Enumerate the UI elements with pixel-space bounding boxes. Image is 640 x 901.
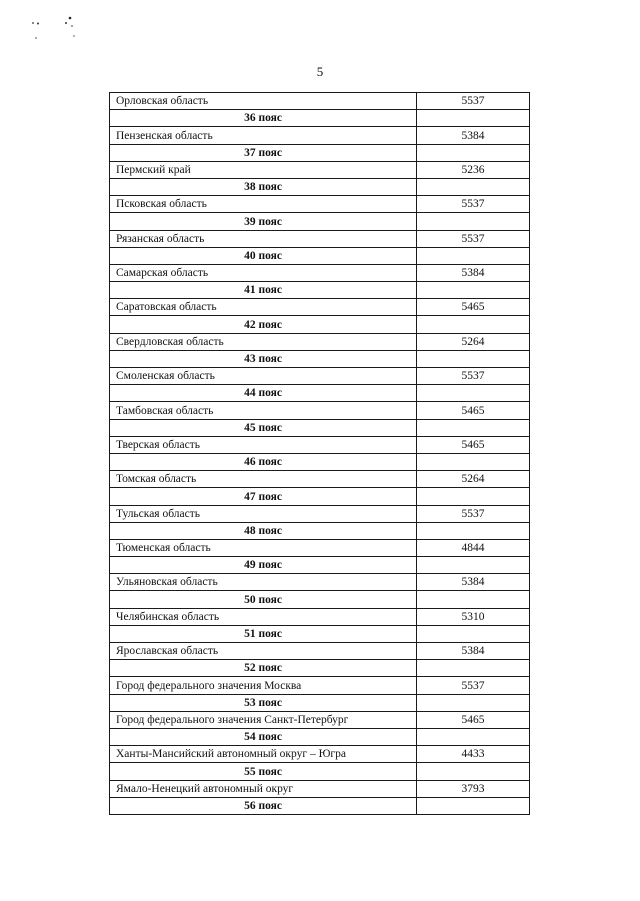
table-row [110,471,530,488]
region-name: Псковская область [110,196,417,213]
zone-label: 48 пояс [110,522,417,539]
zone-label: 36 пояс [110,110,417,127]
region-name: Саратовская область [110,299,417,316]
region-value: 5384 [417,127,530,144]
region-name: Ярославская область [110,643,417,660]
region-value: 5465 [417,402,530,419]
empty-value-cell [417,144,530,161]
zone-header-row [110,694,530,711]
table-row [110,93,530,110]
zone-header-row [110,591,530,608]
empty-value-cell [417,247,530,264]
empty-value-cell [417,316,530,333]
zone-label: 44 пояс [110,385,417,402]
region-name: Город федерального значения Москва [110,677,417,694]
region-value: 5384 [417,264,530,281]
zone-header-row [110,522,530,539]
zone-label: 56 пояс [110,797,417,814]
zone-label: 45 пояс [110,419,417,436]
zone-label: 49 пояс [110,557,417,574]
region-value: 5537 [417,677,530,694]
zone-header-row [110,385,530,402]
region-name: Пензенская область [110,127,417,144]
zone-header-row [110,350,530,367]
region-name: Самарская область [110,264,417,281]
zone-header-row [110,453,530,470]
table-row [110,677,530,694]
region-name: Тюменская область [110,539,417,556]
page-number: 5 [316,64,324,79]
empty-value-cell [417,213,530,230]
zone-label: 43 пояс [110,350,417,367]
zone-label: 55 пояс [110,763,417,780]
zone-label: 38 пояс [110,178,417,195]
zone-label: 52 пояс [110,660,417,677]
region-value: 5264 [417,471,530,488]
region-name: Ямало-Ненецкий автономный округ [110,780,417,797]
table-row [110,574,530,591]
empty-value-cell [417,591,530,608]
empty-value-cell [417,625,530,642]
empty-value-cell [417,763,530,780]
empty-value-cell [417,282,530,299]
table-row [110,333,530,350]
table-row [110,368,530,385]
zone-header-row [110,488,530,505]
region-value: 5537 [417,505,530,522]
region-value: 4844 [417,539,530,556]
zone-header-row [110,316,530,333]
zone-header-row [110,660,530,677]
zone-header-row [110,110,530,127]
empty-value-cell [417,660,530,677]
region-name: Челябинская область [110,608,417,625]
table-row [110,505,530,522]
table-row [110,711,530,728]
table-body [110,93,530,815]
region-value: 5537 [417,230,530,247]
empty-value-cell [417,110,530,127]
empty-value-cell [417,178,530,195]
empty-value-cell [417,453,530,470]
table-row [110,643,530,660]
table-row [110,230,530,247]
region-value: 5537 [417,93,530,110]
zone-label: 47 пояс [110,488,417,505]
zone-label: 51 пояс [110,625,417,642]
zone-header-row [110,282,530,299]
table-row [110,746,530,763]
zone-header-row [110,728,530,745]
region-name: Пермский край [110,161,417,178]
region-name: Томская область [110,471,417,488]
zone-label: 40 пояс [110,247,417,264]
zone-header-row [110,247,530,264]
zone-label: 37 пояс [110,144,417,161]
region-value: 5465 [417,436,530,453]
region-name: Ульяновская область [110,574,417,591]
zone-header-row [110,419,530,436]
zone-header-row [110,213,530,230]
region-value: 5384 [417,574,530,591]
zone-label: 39 пояс [110,213,417,230]
zone-header-row [110,625,530,642]
empty-value-cell [417,728,530,745]
region-name: Свердловская область [110,333,417,350]
empty-value-cell [417,797,530,814]
table-row [110,402,530,419]
region-value: 5310 [417,608,530,625]
zone-label: 50 пояс [110,591,417,608]
table-row [110,780,530,797]
table-row [110,264,530,281]
region-name: Город федерального значения Санкт-Петербург [110,711,417,728]
table-row [110,299,530,316]
zone-header-row [110,178,530,195]
region-value: 5465 [417,711,530,728]
table-row [110,608,530,625]
region-name: Тверская область [110,436,417,453]
region-name: Тамбовская область [110,402,417,419]
table-row [110,539,530,556]
zone-label: 53 пояс [110,694,417,711]
empty-value-cell [417,488,530,505]
pay-zone-table [109,92,530,815]
table-row [110,436,530,453]
zone-header-row [110,797,530,814]
empty-value-cell [417,350,530,367]
empty-value-cell [417,419,530,436]
zone-header-row [110,557,530,574]
region-name: Смоленская область [110,368,417,385]
zone-label: 46 пояс [110,453,417,470]
region-value: 5384 [417,643,530,660]
region-name: Рязанская область [110,230,417,247]
zone-label: 54 пояс [110,728,417,745]
table-row [110,196,530,213]
region-value: 5537 [417,196,530,213]
region-value: 5537 [417,368,530,385]
region-name: Ханты-Мансийский автономный округ – Югра [110,746,417,763]
scan-specks [30,14,90,44]
region-value: 3793 [417,780,530,797]
zone-label: 42 пояс [110,316,417,333]
empty-value-cell [417,522,530,539]
table-row [110,127,530,144]
table-row [110,161,530,178]
zone-label: 41 пояс [110,282,417,299]
region-value: 4433 [417,746,530,763]
empty-value-cell [417,557,530,574]
region-name: Тульская область [110,505,417,522]
region-value: 5236 [417,161,530,178]
empty-value-cell [417,385,530,402]
zone-header-row [110,144,530,161]
region-value: 5465 [417,299,530,316]
zone-header-row [110,763,530,780]
empty-value-cell [417,694,530,711]
region-value: 5264 [417,333,530,350]
region-name: Орловская область [110,93,417,110]
